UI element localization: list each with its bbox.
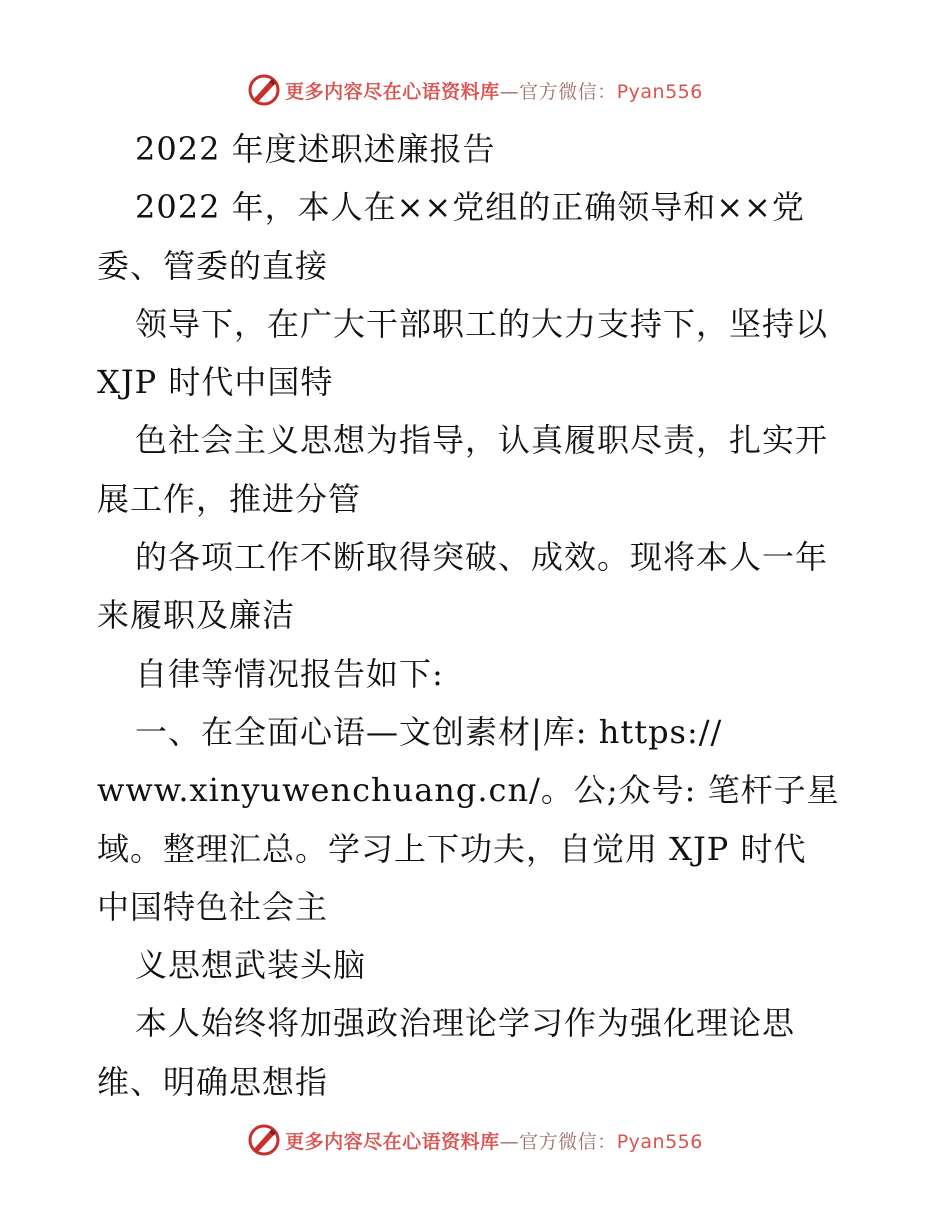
paragraph-line: 展工作，推进分管 xyxy=(97,479,362,518)
header-contact-label: 官方微信： xyxy=(519,80,617,103)
paragraph-line: 2022 年，本人在××党组的正确领导和××党 xyxy=(135,188,805,227)
paragraph-line: 的各项工作不断取得突破、成效。现将本人一年 xyxy=(135,538,829,577)
paragraph-line: 本人始终将加强政治理论学习作为强化理论思 xyxy=(135,1004,796,1043)
footer-contact-id: Pyan556 xyxy=(616,1130,703,1153)
document-title: 2022 年度述职述廉报告 xyxy=(135,130,496,168)
pen-circle-logo-icon xyxy=(247,1123,281,1157)
paragraph-line: www.xinyuwenchuang.cn/。公;众号: 笔杆子星 xyxy=(97,771,840,810)
paragraph-line: 中国特色社会主 xyxy=(97,887,329,926)
header-banner xyxy=(0,70,950,110)
footer-contact-label: 官方微信： xyxy=(519,1130,617,1153)
header-separator: — xyxy=(499,80,520,103)
footer-separator: — xyxy=(499,1130,520,1153)
paragraph-line: 领导下，在广大干部职工的大力支持下，坚持以 xyxy=(135,304,829,343)
footer-banner xyxy=(0,1120,950,1160)
paragraph-line: 域。整理汇总。学习上下功夫，自觉用 XJP 时代 xyxy=(97,829,807,868)
paragraph-line: 自律等情况报告如下: xyxy=(135,654,444,693)
paragraph-line: XJP 时代中国特 xyxy=(97,363,334,402)
paragraph-line: 来履职及廉洁 xyxy=(97,596,296,635)
document-body xyxy=(97,120,867,1111)
paragraph-line: 委、管委的直接 xyxy=(97,246,329,285)
pen-circle-logo-icon xyxy=(247,73,281,107)
section-heading-line: 一、在全面心语—文创素材|库: https:// xyxy=(135,712,723,751)
paragraph-line: 义思想武装头脑 xyxy=(135,946,367,985)
paragraph-line: 维、明确思想指 xyxy=(97,1062,329,1101)
footer-brand-text: 更多内容尽在心语资料库 xyxy=(285,1130,500,1153)
header-brand-text: 更多内容尽在心语资料库 xyxy=(285,80,500,103)
header-contact-id: Pyan556 xyxy=(616,80,703,103)
paragraph-line: 色社会主义思想为指导，认真履职尽责，扎实开 xyxy=(135,421,829,460)
